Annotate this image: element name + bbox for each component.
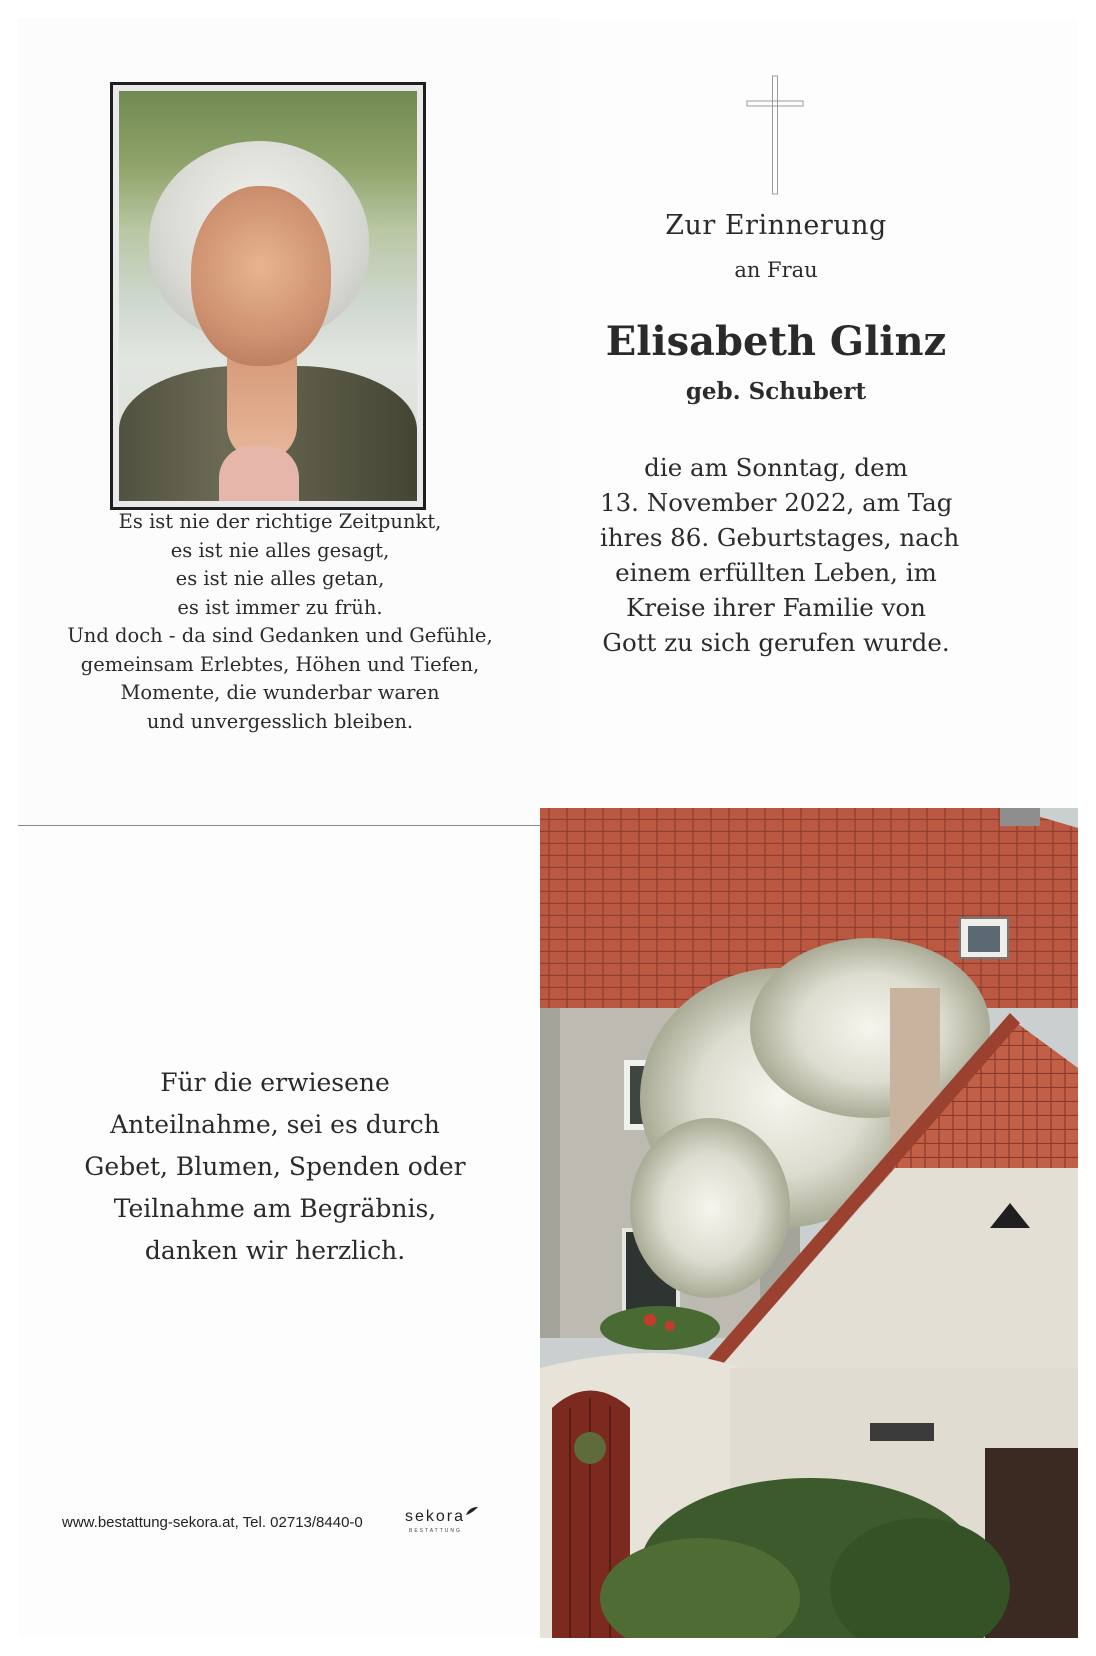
thanks-line: Für die erwiesene bbox=[160, 1068, 390, 1097]
poem-line: Und doch - da sind Gedanken und Gefühle, bbox=[67, 624, 493, 647]
obituary-line: einem erfüllten Leben, im bbox=[615, 558, 937, 587]
logo-word: sekora bbox=[405, 1508, 466, 1525]
portrait-frame bbox=[110, 82, 426, 510]
birth-name: geb. Schubert bbox=[685, 378, 867, 405]
fold-divider bbox=[18, 825, 540, 826]
poem-line: es ist nie alles gesagt, bbox=[170, 538, 390, 562]
leaf-icon bbox=[465, 1506, 479, 1516]
remembrance-subtitle: an Frau bbox=[734, 258, 818, 282]
thanks-line: Gebet, Blumen, Spenden oder bbox=[84, 1152, 466, 1181]
thanks-text bbox=[40, 1062, 510, 1272]
portrait-blouse bbox=[219, 446, 299, 501]
poem-line: Es ist nie der richtige Zeitpunkt, bbox=[118, 510, 442, 533]
obituary-line: Gott zu sich gerufen wurde. bbox=[602, 628, 950, 657]
front-right-panel bbox=[558, 18, 1078, 826]
thanks-line: Anteilnahme, sei es durch bbox=[110, 1110, 440, 1139]
logo-subtitle: BESTATTUNG bbox=[409, 1528, 462, 1534]
cross-icon bbox=[745, 74, 805, 198]
obituary-line: 13. November 2022, am Tag bbox=[600, 488, 953, 517]
poem-line: und unvergesslich bleiben. bbox=[146, 709, 414, 733]
footer-contact: www.bestattung-sekora.at, Tel. 02713/8440-0 bbox=[62, 1514, 363, 1531]
poem bbox=[30, 508, 530, 736]
remembrance-title: Zur Erinnerung bbox=[665, 210, 887, 241]
obituary-line: ihres 86. Geburtstages, nach bbox=[600, 523, 960, 552]
thanks-line: danken wir herzlich. bbox=[144, 1236, 406, 1265]
poem-line: es ist immer zu früh. bbox=[177, 595, 383, 619]
poem-line: es ist nie alles getan, bbox=[175, 567, 385, 590]
obituary-line: die am Sonntag, dem bbox=[644, 453, 908, 482]
poem-line: gemeinsam Erlebtes, Höhen und Tiefen, bbox=[80, 652, 480, 676]
portrait-face bbox=[191, 186, 331, 366]
portrait-photo bbox=[119, 91, 417, 501]
thanks-line: Teilnahme am Begräbnis, bbox=[113, 1194, 437, 1223]
portrait-neck bbox=[227, 351, 297, 461]
funeral-home-logo bbox=[405, 1508, 466, 1534]
house-photo bbox=[540, 808, 1078, 1638]
obituary-line: Kreise ihrer Familie von bbox=[626, 593, 926, 622]
deceased-name: Elisabeth Glinz bbox=[605, 318, 947, 365]
obituary-text bbox=[600, 450, 960, 660]
poem-line: Momente, die wunderbar waren bbox=[120, 681, 440, 704]
portrait-mat bbox=[113, 85, 423, 507]
